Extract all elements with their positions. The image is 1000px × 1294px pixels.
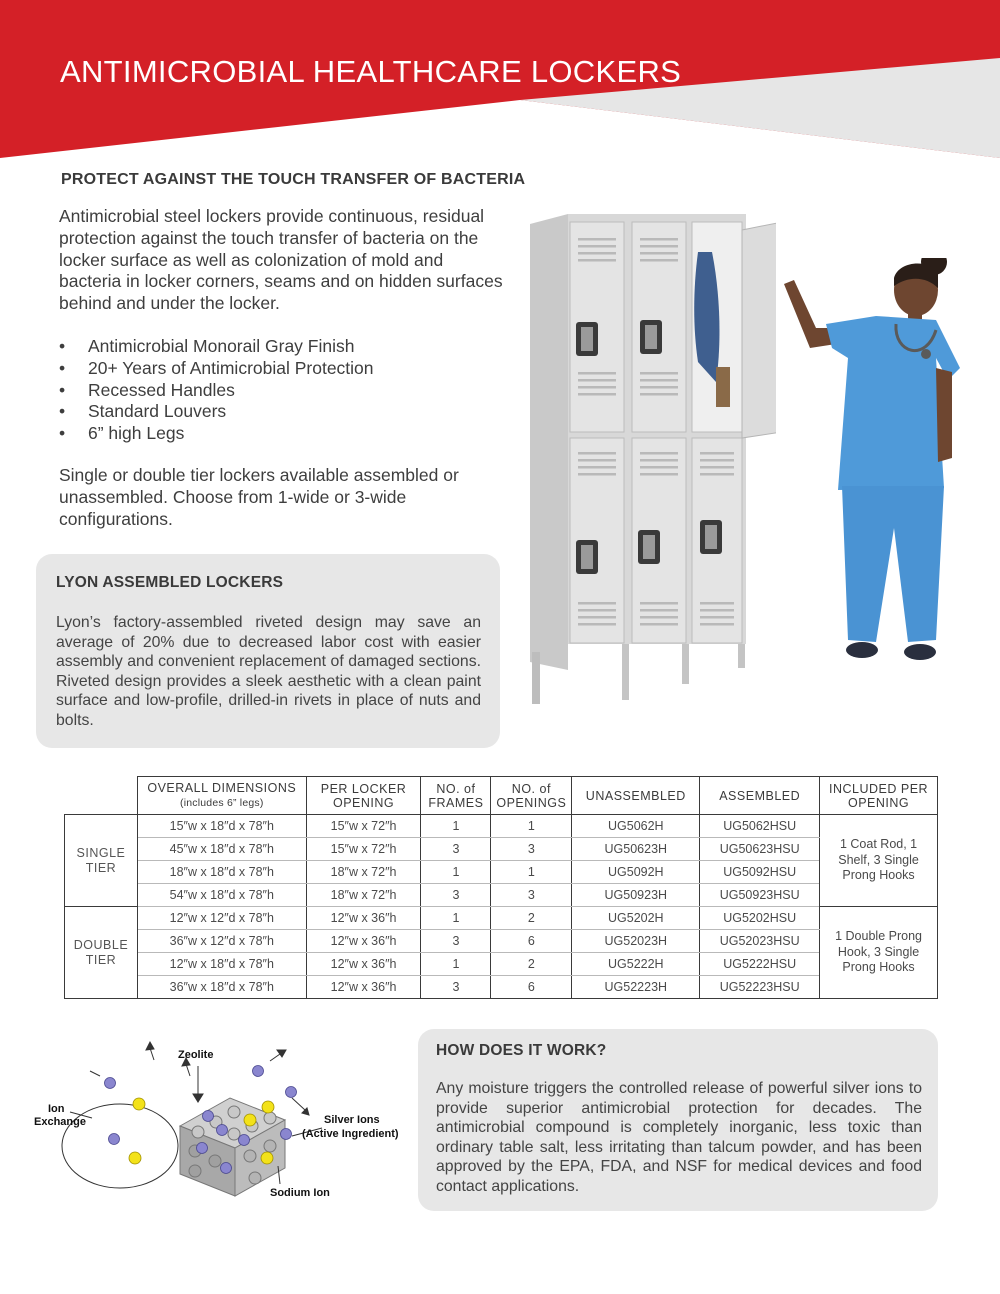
table-row	[65, 861, 938, 884]
included-single-tier: 1 Coat Rod, 1 Shelf, 3 Single Prong Hooks	[820, 815, 938, 907]
header-dimensions-note: (includes 6” legs)	[180, 797, 264, 809]
label-sodium-ion: Sodium Ion	[270, 1187, 330, 1199]
cell-per-locker: 15″w x 72″h	[306, 815, 421, 838]
label-ion-exchange-line1: Ion	[48, 1103, 65, 1115]
cell-frames: 1	[421, 815, 491, 838]
cell-unassembled: UG5092H	[572, 861, 700, 884]
cell-dimensions: 15″w x 18″d x 78″h	[137, 815, 306, 838]
cell-unassembled: UG5202H	[572, 907, 700, 930]
locker-leg	[738, 644, 745, 668]
cell-assembled: UG50923HSU	[700, 884, 820, 907]
cell-frames: 1	[421, 907, 491, 930]
label-silver-ions-line1: Silver Ions	[324, 1114, 380, 1126]
feature-item: • Standard Louvers	[59, 401, 509, 423]
cell-unassembled: UG52023H	[572, 930, 700, 953]
cell-frames: 3	[421, 838, 491, 861]
specifications-table	[64, 776, 938, 999]
label-ion-exchange-line2: Exchange	[34, 1116, 86, 1128]
cell-dimensions: 54″w x 18″d x 78″h	[137, 884, 306, 907]
header-unassembled: UNASSEMBLED	[572, 777, 700, 815]
header-assembled: ASSEMBLED	[700, 777, 820, 815]
cell-dimensions: 12″w x 12″d x 78″h	[137, 907, 306, 930]
label-zeolite: Zeolite	[178, 1049, 214, 1061]
table-row	[65, 884, 938, 907]
cell-frames: 1	[421, 953, 491, 976]
cell-assembled: UG50623HSU	[700, 838, 820, 861]
feature-item: • 6” high Legs	[59, 423, 509, 445]
lyon-box-title: LYON ASSEMBLED LOCKERS	[56, 574, 284, 591]
cell-openings: 2	[491, 907, 572, 930]
cell-per-locker: 12″w x 36″h	[306, 976, 421, 999]
feature-item: • Recessed Handles	[59, 380, 509, 402]
cell-unassembled: UG5222H	[572, 953, 700, 976]
book-item	[716, 367, 730, 407]
cell-frames: 1	[421, 861, 491, 884]
cell-openings: 6	[491, 930, 572, 953]
cell-unassembled: UG5062H	[572, 815, 700, 838]
table-row	[65, 930, 938, 953]
table-row	[65, 953, 938, 976]
cell-assembled: UG5062HSU	[700, 815, 820, 838]
cell-per-locker: 12″w x 36″h	[306, 930, 421, 953]
cell-dimensions: 36″w x 12″d x 78″h	[137, 930, 306, 953]
cell-per-locker: 15″w x 72″h	[306, 838, 421, 861]
header-openings: NO. of OPENINGS	[491, 777, 572, 815]
table-row	[65, 815, 938, 838]
group-label-double-tier: DOUBLE TIER	[65, 907, 138, 999]
table-row	[65, 976, 938, 999]
header-frames: NO. of FRAMES	[421, 777, 491, 815]
table-row	[65, 838, 938, 861]
cell-frames: 3	[421, 976, 491, 999]
cell-per-locker: 18″w x 72″h	[306, 884, 421, 907]
cell-openings: 1	[491, 861, 572, 884]
locker-side-panel	[530, 214, 568, 670]
lyon-box-text: Lyon’s factory-assembled riveted design may save an average of 20% due to decreased labor cost with easier assembly and convenient replacement of damaged sections. Riveted design provides a sleek aesthetic with a clean paint surface and low-profile, drilled-in rivets in place of nuts and bolts.	[56, 614, 481, 729]
label-silver-ions-line2: (Active Ingredient)	[302, 1128, 399, 1140]
cell-openings: 3	[491, 838, 572, 861]
feature-item: • Antimicrobial Monorail Gray Finish	[59, 336, 509, 358]
feature-list	[59, 336, 509, 445]
configurations-text: Single or double tier lockers available assembled or unassembled. Choose from 1-wide or 3-wide configurations.	[59, 465, 459, 529]
cell-assembled: UG52223HSU	[700, 976, 820, 999]
cell-openings: 2	[491, 953, 572, 976]
how-box-title: HOW DOES IT WORK?	[436, 1042, 607, 1059]
cell-assembled: UG5222HSU	[700, 953, 820, 976]
header-blank-cell	[65, 777, 138, 815]
cell-dimensions: 36″w x 18″d x 78″h	[137, 976, 306, 999]
cell-dimensions: 18″w x 18″d x 78″h	[137, 861, 306, 884]
cell-dimensions: 12″w x 18″d x 78″h	[137, 953, 306, 976]
cell-openings: 3	[491, 884, 572, 907]
page-title: ANTIMICROBIAL HEALTHCARE LOCKERS	[60, 54, 682, 89]
cell-assembled: UG5092HSU	[700, 861, 820, 884]
locker-open-door	[742, 222, 776, 438]
cell-frames: 3	[421, 884, 491, 907]
cell-per-locker: 12″w x 36″h	[306, 953, 421, 976]
header-per-locker: PER LOCKER OPENING	[306, 777, 421, 815]
table-header-row	[65, 777, 938, 815]
cell-per-locker: 12″w x 36″h	[306, 907, 421, 930]
cell-assembled: UG52023HSU	[700, 930, 820, 953]
header-banner	[0, 0, 1000, 160]
cell-frames: 3	[421, 930, 491, 953]
locker-image	[526, 212, 776, 712]
cell-dimensions: 45″w x 18″d x 78″h	[137, 838, 306, 861]
locker-leg	[622, 644, 629, 700]
section-subhead: PROTECT AGAINST THE TOUCH TRANSFER OF BACTERIA	[61, 171, 526, 188]
how-box-text: Any moisture triggers the controlled release of powerful silver ions to provide superior antimicrobial protection for decades. The antimicrobial compound is completely inorganic, less toxic than ordinary table salt, less irritating than talcum powder, and has been approved by the EPA, FDA, and NSF for medical devices and food contact applications.	[436, 1080, 922, 1195]
cell-unassembled: UG52223H	[572, 976, 700, 999]
nurse-figure	[784, 258, 960, 660]
table-row	[65, 907, 938, 930]
cell-openings: 1	[491, 815, 572, 838]
locker-leg	[532, 652, 540, 704]
nurse-image	[776, 258, 966, 670]
zeolite-diagram	[30, 1036, 415, 1206]
how-it-works-box	[418, 1029, 938, 1211]
header-dimensions: OVERALL DIMENSIONS (includes 6” legs)	[137, 777, 306, 815]
cell-unassembled: UG50923H	[572, 884, 700, 907]
feature-item: • 20+ Years of Antimicrobial Protection	[59, 358, 509, 380]
header-included: INCLUDED PER OPENING	[820, 777, 938, 815]
cell-assembled: UG5202HSU	[700, 907, 820, 930]
included-double-tier: 1 Double Prong Hook, 3 Single Prong Hooks	[820, 907, 938, 999]
cell-per-locker: 18″w x 72″h	[306, 861, 421, 884]
group-label-single-tier: SINGLE TIER	[65, 815, 138, 907]
cell-unassembled: UG50623H	[572, 838, 700, 861]
intro-paragraph: Antimicrobial steel lockers provide continuous, residual protection against the touch transfer of bacteria on the locker surface as well as colonization of mold and bacteria in locker corners, seams and on hidden surfaces behind and under the locker.	[59, 206, 503, 314]
cell-openings: 6	[491, 976, 572, 999]
locker-leg	[682, 644, 689, 684]
lyon-assembled-box	[36, 554, 500, 748]
